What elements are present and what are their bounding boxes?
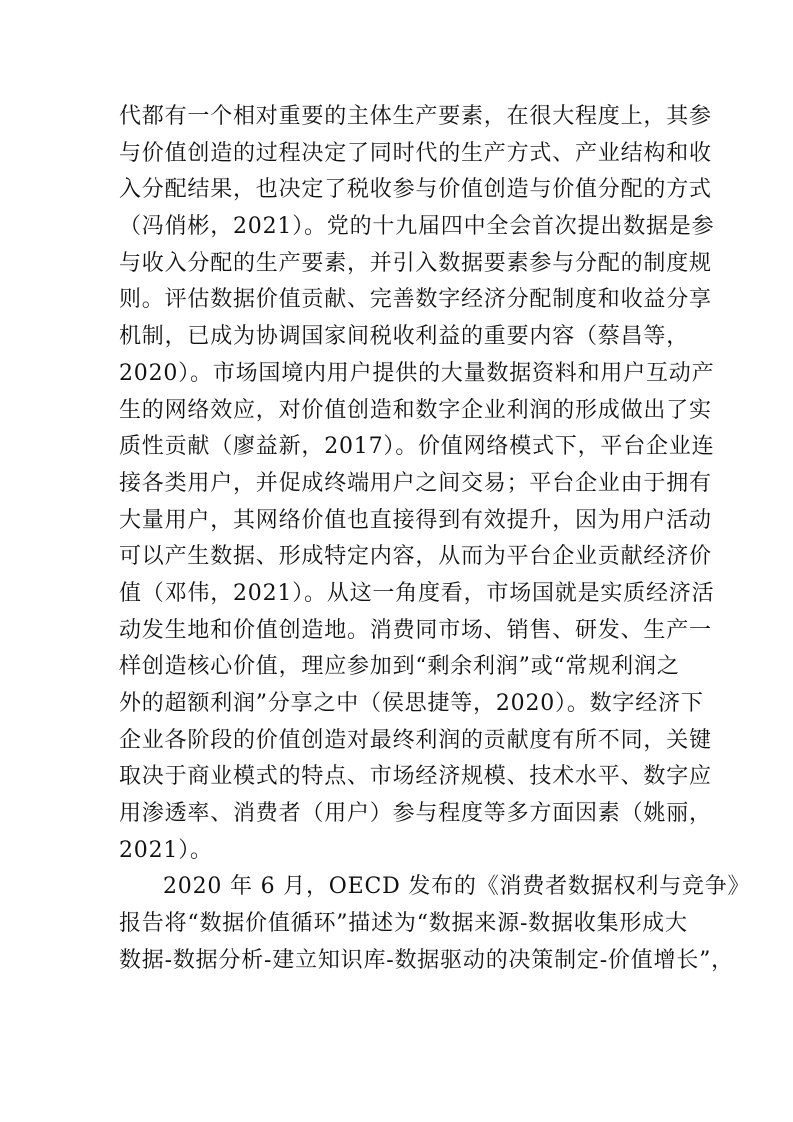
text-line: 代都有一个相对重要的主体生产要素，在很大程度上，其参 <box>119 104 712 129</box>
text-line: 用渗透率、消费者（用户）参与程度等多方面因素（姚丽， <box>119 801 712 827</box>
text-line: 质性贡献（廖益新，2017）。价值网络模式下，平台企业连 <box>119 434 715 460</box>
text-line: 与价值创造的过程决定了同时代的生产方式、产业结构和收 <box>119 140 712 166</box>
text-line: 外的超额利润”分享之中（侯思捷等，2020）。数字经济下 <box>119 691 704 716</box>
text-line: 可以产生数据、形成特定内容，从而为平台企业贡献经济价 <box>119 544 712 570</box>
text-line: 则。评估数据价值贡献、完善数字经济分配制度和收益分享 <box>119 287 712 313</box>
text-line: 样创造核心价值，理应参加到“剩余利润”或“常规利润之 <box>119 654 680 680</box>
text-line: 取决于商业模式的特点、市场经济规模、技术水平、数字应 <box>119 764 712 790</box>
text-line: 企业各阶段的价值创造对最终利润的贡献度有所不同，关键 <box>119 727 712 753</box>
text-line: 2021）。 <box>119 837 213 863</box>
text-line: （冯俏彬，2021）。党的十九届四中全会首次提出数据是参 <box>119 214 715 240</box>
text-line: 与收入分配的生产要素，并引入数据要素参与分配的制度规 <box>119 250 712 276</box>
text-line: 动发生地和价值创造地。消费同市场、销售、研发、生产一 <box>119 617 712 643</box>
text-line: 机制，已成为协调国家间税收利益的重要内容（蔡昌等， <box>119 324 690 350</box>
text-line: 2020）。市场国境内用户提供的大量数据资料和用户互动产 <box>119 360 715 386</box>
paragraph-start-line: 2020 年 6 月，OECD 发布的《消费者数据权利与竞争》 <box>163 874 751 900</box>
text-line: 接各类用户，并促成终端用户之间交易；平台企业由于拥有 <box>119 470 712 496</box>
text-line: 报告将“数据价值循环”描述为“数据来源-数据收集形成大 <box>119 911 688 937</box>
text-line: 大量用户，其网络价值也直接得到有效提升，因为用户活动 <box>119 507 712 533</box>
body-text <box>119 99 751 980</box>
text-line: 入分配结果，也决定了税收参与价值创造与价值分配的方式 <box>119 177 712 203</box>
text-line: 生的网络效应，对价值创造和数字企业利润的形成做出了实 <box>119 397 712 423</box>
text-line: 数据-数据分析-建立知识库-数据驱动的决策制定-价值增长”， <box>119 947 734 973</box>
text-line: 值（邓伟，2021）。从这一角度看，市场国就是实质经济活 <box>119 580 715 606</box>
